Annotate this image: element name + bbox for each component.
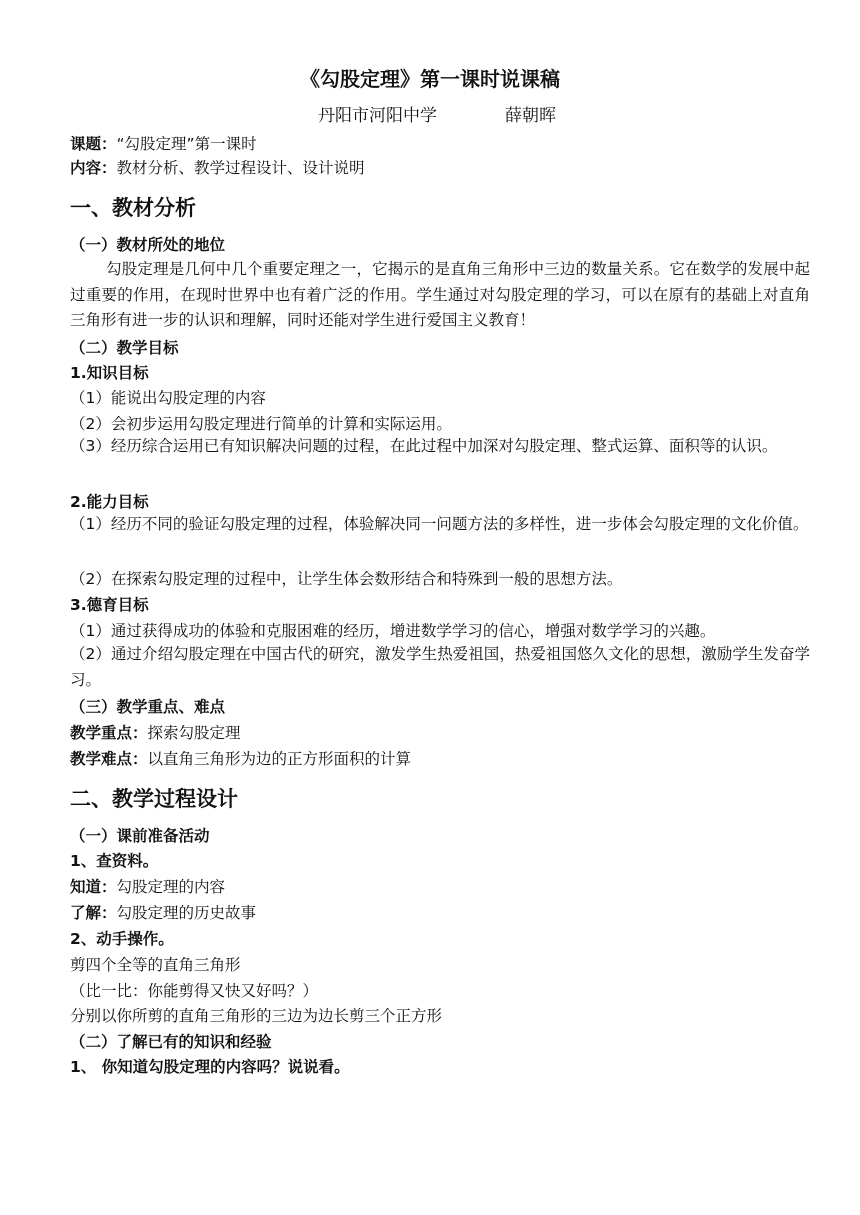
goal-heading: 2.能力目标 bbox=[70, 493, 149, 511]
section-heading-1: 一、教材分析 bbox=[70, 196, 196, 220]
activity-line: 分别以你所剪的直角三角形的三边为边长剪三个正方形 bbox=[70, 1007, 443, 1025]
goal-heading: 3.德育目标 bbox=[70, 596, 149, 614]
step-heading: 1、查资料。 bbox=[70, 852, 159, 870]
key-point-label: 教学重点： bbox=[70, 724, 148, 742]
list-item: （1）能说出勾股定理的内容 bbox=[70, 389, 266, 407]
list-item: （1）通过获得成功的体验和克服困难的经历，增进数学学习的信心，增强对数学学习的兴趣。 bbox=[70, 622, 716, 640]
know-label: 知道： bbox=[70, 878, 117, 896]
list-item: （3）经历综合运用已有知识解决问题的过程，在此过程中加深对勾股定理、整式运算、面积等的认识。 bbox=[70, 437, 778, 455]
activity-line: （比一比：你能剪得又快又好吗？） bbox=[70, 982, 319, 1000]
list-item: （2）通过介绍勾股定理在中国古代的研究，激发学生热爱祖国，热爱祖国悠久文化的思想，激励学生发奋学习。 bbox=[70, 645, 810, 689]
paragraph-text: 勾股定理是几何中几个重要定理之一，它揭示的是直角三角形中三边的数量关系。它在数学的发展中起过重要的作用，在现时世界中也有着广泛的作用。学生通过对勾股定理的学习，可以在原有的基础上对直角三角形有进一步的认识和理解，同时还能对学生进行爱国主义教育！ bbox=[70, 260, 810, 329]
topic-label: 课题： bbox=[70, 135, 117, 153]
key-point-value: 探索勾股定理 bbox=[147, 724, 241, 742]
key-point-line bbox=[70, 723, 241, 743]
subsection-heading: （二）了解已有的知识和经验 bbox=[70, 1033, 272, 1051]
topic-line bbox=[70, 134, 257, 154]
know-value: 勾股定理的内容 bbox=[116, 878, 226, 896]
author-name: 薛朝晖 bbox=[505, 106, 556, 126]
subsection-heading: （一）教材所处的地位 bbox=[70, 236, 226, 254]
subsection-heading: （一）课前准备活动 bbox=[70, 827, 210, 845]
list-item: （1）经历不同的验证勾股定理的过程，体验解决同一问题方法的多样性，进一步体会勾股定理的文化价值。 bbox=[70, 515, 809, 533]
goal-heading: 1.知识目标 bbox=[70, 364, 149, 382]
list-item: （2）会初步运用勾股定理进行简单的计算和实际运用。 bbox=[70, 415, 452, 433]
section-heading-2: 二、教学过程设计 bbox=[70, 787, 238, 811]
difficulty-value: 以直角三角形为边的正方形面积的计算 bbox=[147, 750, 412, 768]
activity-line: 剪四个全等的直角三角形 bbox=[70, 956, 241, 974]
subsection-heading: （二）教学目标 bbox=[70, 339, 179, 357]
understand-line bbox=[70, 903, 256, 923]
content-line bbox=[70, 158, 365, 178]
difficulty-line bbox=[70, 749, 411, 769]
difficulty-label: 教学难点： bbox=[70, 750, 148, 768]
paragraph bbox=[70, 257, 810, 334]
list-item: （2）在探索勾股定理的过程中，让学生体会数形结合和特殊到一般的思想方法。 bbox=[70, 570, 623, 588]
subsection-heading: （三）教学重点、难点 bbox=[70, 698, 226, 716]
school-name: 丹阳市河阳中学 bbox=[318, 106, 437, 126]
step-heading: 2、动手操作。 bbox=[70, 930, 174, 948]
know-line bbox=[70, 877, 225, 897]
content-label: 内容： bbox=[70, 159, 117, 177]
document-title: 《勾股定理》第一课时说课稿 bbox=[300, 67, 560, 91]
understand-value: 勾股定理的历史故事 bbox=[116, 904, 257, 922]
topic-value: “勾股定理”第一课时 bbox=[116, 135, 257, 153]
question-line: 1、 你知道勾股定理的内容吗？说说看。 bbox=[70, 1058, 350, 1076]
content-value: 教材分析、教学过程设计、设计说明 bbox=[116, 159, 365, 177]
understand-label: 了解： bbox=[70, 904, 117, 922]
author-line bbox=[318, 104, 556, 128]
